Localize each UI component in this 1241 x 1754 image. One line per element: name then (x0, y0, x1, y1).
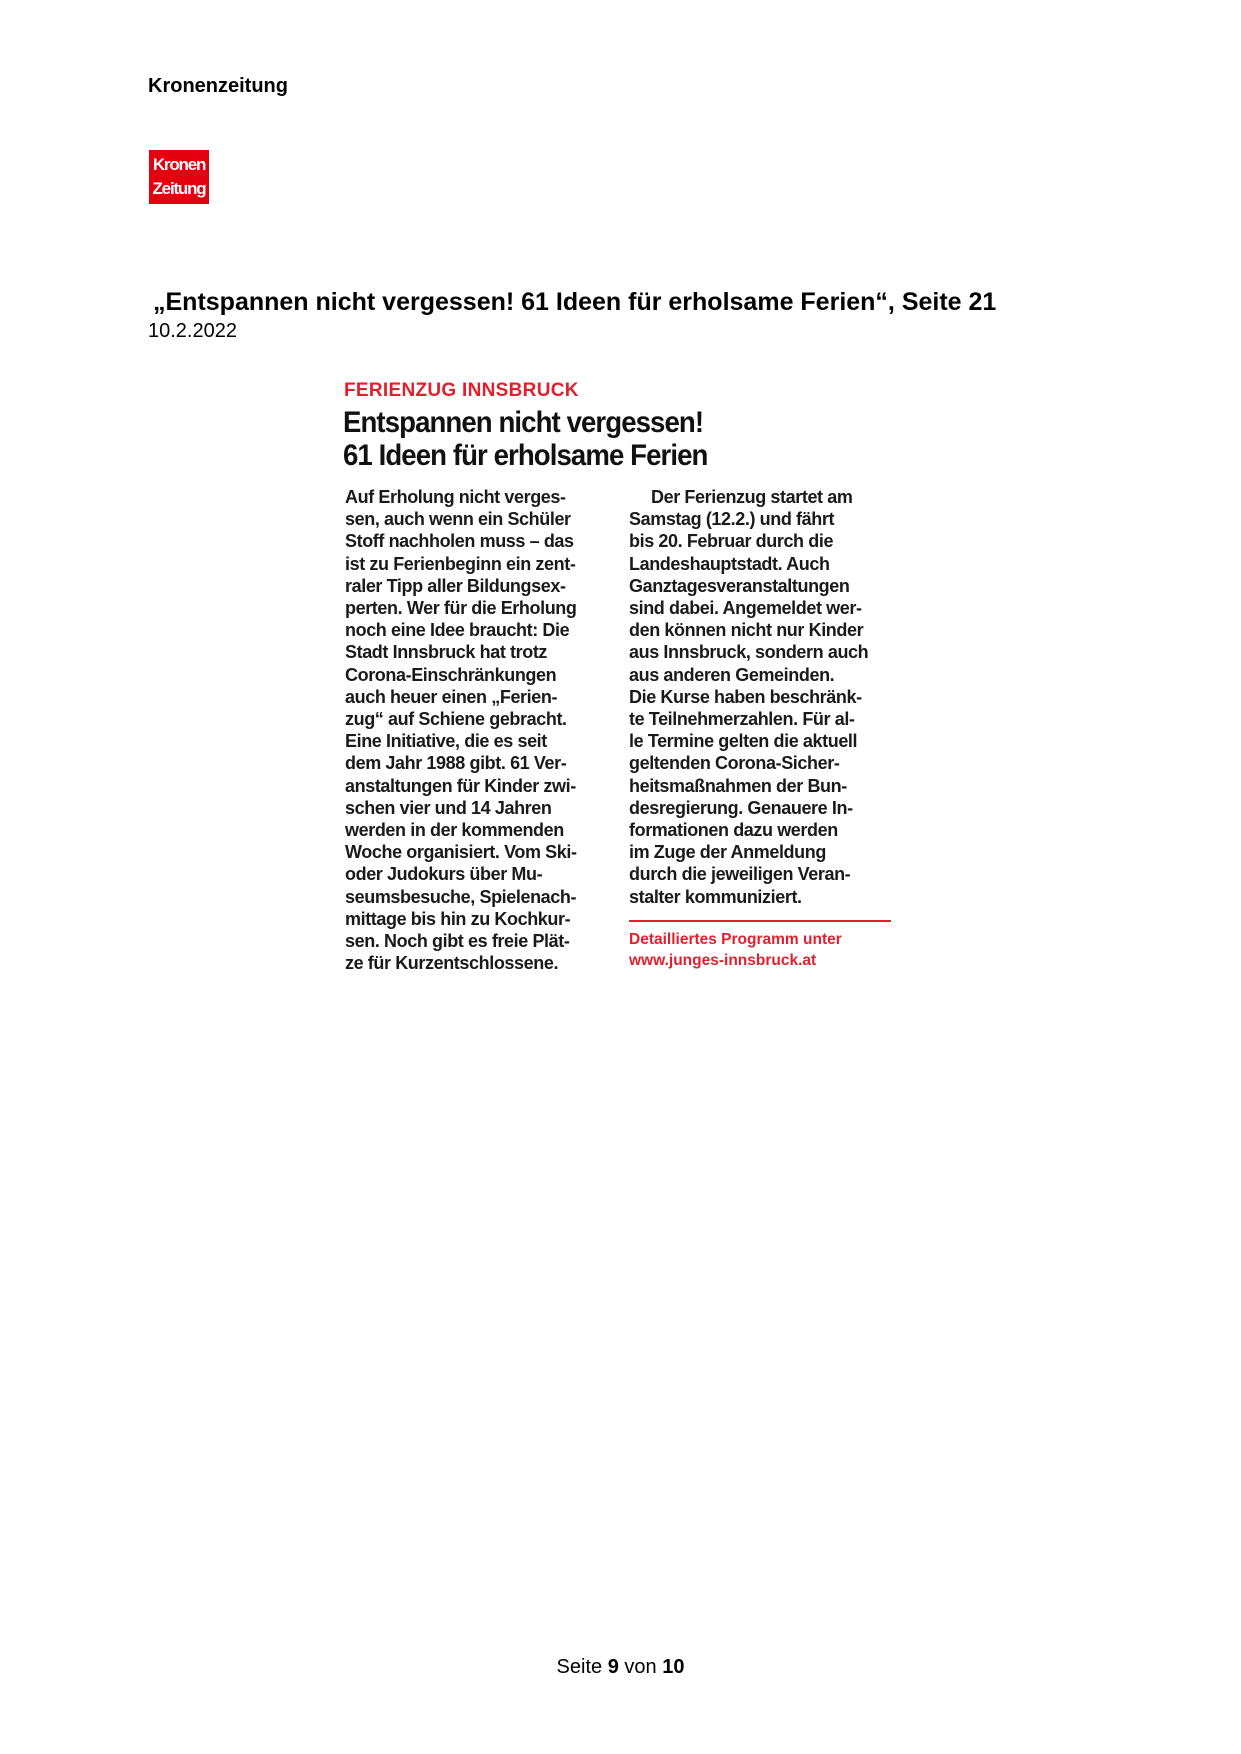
article-text-line: werden in der kommenden (345, 820, 564, 841)
article-text-line: zug“ auf Schiene gebracht. (345, 709, 567, 730)
article-text-line: Eine Initiative, die es seit (345, 731, 547, 752)
footer-total-pages: 10 (662, 1656, 685, 1678)
article-text-line: dem Jahr 1988 gibt. 61 Ver- (345, 753, 567, 774)
source-name: Kronenzeitung (148, 75, 288, 97)
article-text-line: ze für Kurzentschlossene. (345, 953, 559, 974)
article-headline (343, 406, 707, 472)
info-box (629, 929, 842, 971)
logo-line: Zeitung (152, 179, 206, 198)
article-text-line: Ganztagesveranstaltungen (629, 575, 850, 596)
page-footer (0, 1656, 1241, 1679)
article-text-line: aus Innsbruck, sondern auch (629, 642, 869, 663)
article-text-line: anstaltungen für Kinder zwi- (345, 775, 576, 796)
document-date: 10.2.2022 (148, 320, 237, 342)
article-text-line: desregierung. Genauere In- (629, 797, 853, 818)
article-text-line: formationen dazu werden (629, 820, 838, 841)
article-text-line: ist zu Ferienbeginn ein zent- (345, 553, 576, 574)
article-text-line: aus anderen Gemeinden. (629, 664, 835, 685)
article-text-line: schen vier und 14 Jahren (345, 797, 552, 818)
footer-middle: von (624, 1656, 657, 1678)
article-text-line: auch heuer einen „Ferien- (345, 686, 558, 707)
article-kicker: FERIENZUG INNSBRUCK (344, 380, 579, 401)
article-text-line: im Zuge der Anmeldung (629, 842, 826, 863)
article-text-line: Der Ferienzug startet am (651, 487, 853, 507)
article-text-line: raler Tipp aller Bildungsex- (345, 575, 566, 596)
info-link[interactable]: www.junges-innsbruck.at (629, 952, 817, 969)
article-text-line: Die Kurse haben beschränk- (629, 686, 862, 707)
article-text-line: noch eine Idee braucht: Die (345, 620, 570, 641)
article-text-line: Samstag (12.2.) und fährt (629, 509, 835, 530)
article-text-line: durch die jeweiligen Veran- (629, 864, 851, 885)
article-text-line: bis 20. Februar durch die (629, 531, 834, 552)
headline-line: Entspannen nicht vergessen! (343, 406, 704, 439)
logo-line: Kronen (152, 155, 206, 174)
article-text-line: seumsbesuche, Spielenach- (345, 886, 577, 907)
footer-prefix: Seite (556, 1656, 603, 1678)
article-text-line: den können nicht nur Kinder (629, 620, 864, 641)
footer-page-number: 9 (607, 1656, 619, 1678)
article-text-line: sen. Noch gibt es freie Plät- (345, 931, 570, 952)
article-text-line: Landeshauptstadt. Auch (629, 553, 830, 574)
article-text-line: Stadt Innsbruck hat trotz (345, 642, 548, 663)
article-text-line: te Teilnehmerzahlen. Für al- (629, 709, 855, 730)
article-text-line: le Termine gelten die aktuell (629, 731, 858, 752)
article-text-line: sen, auch wenn ein Schüler (345, 509, 571, 530)
kronen-zeitung-logo (149, 150, 209, 204)
article-text-line: oder Judokurs über Mu- (345, 864, 543, 885)
article-text-line: Woche organisiert. Vom Ski- (345, 842, 577, 863)
article-text-line: sind dabei. Angemeldet wer- (629, 598, 862, 619)
article-text-line: Corona-Einschränkungen (345, 664, 557, 685)
headline-line: 61 Ideen für erholsame Ferien (343, 439, 708, 472)
article-text-line: mittage bis hin zu Kochkur- (345, 908, 571, 929)
article-text-line: Stoff nachholen muss – das (345, 531, 574, 552)
info-text: Detailliertes Programm unter (629, 931, 842, 948)
article-text-line: heitsmaßnahmen der Bun- (629, 775, 847, 796)
article-text-line: perten. Wer für die Erholung (345, 598, 577, 619)
article-text-line: stalter kommuniziert. (629, 886, 802, 907)
article-column-right (629, 486, 868, 908)
article-column-left (345, 486, 577, 974)
article-text-line: geltenden Corona-Sicher- (629, 753, 840, 774)
info-divider (629, 920, 891, 922)
article-text-line: Auf Erholung nicht verges- (345, 487, 566, 507)
document-title: „Entspannen nicht vergessen! 61 Ideen für erholsame Ferien“, Seite 21 (153, 288, 997, 316)
article-clipping (343, 380, 893, 980)
